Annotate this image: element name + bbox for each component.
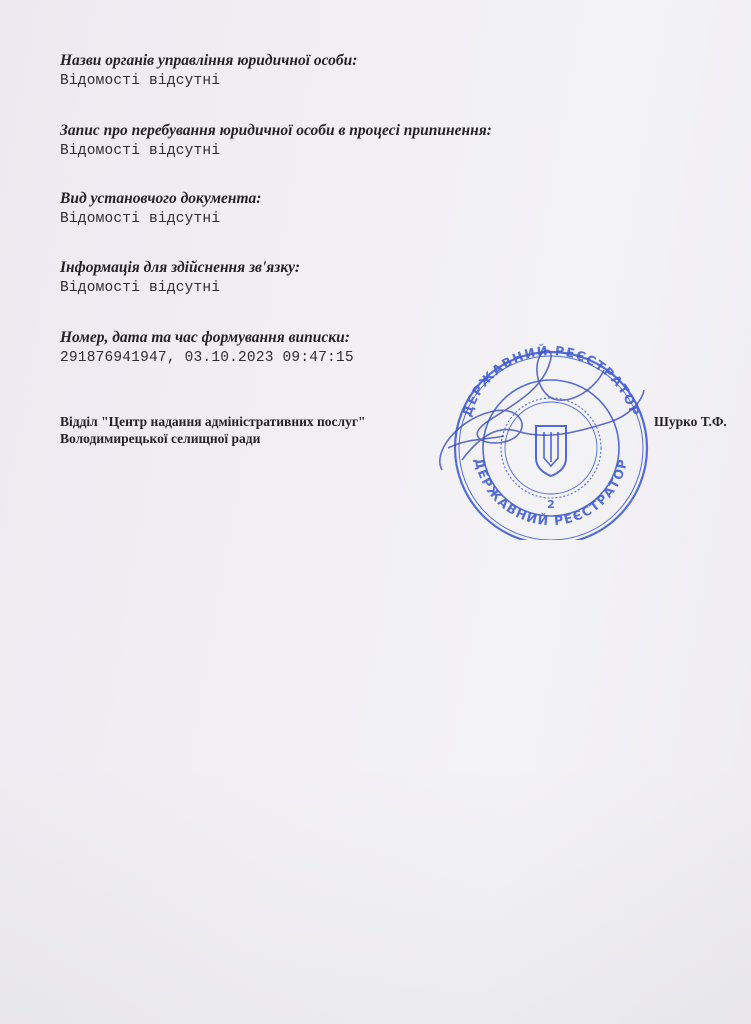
field-value: 291876941947, 03.10.2023 09:47:15 [60,350,354,366]
field-value: Відомості відсутні [60,73,221,89]
field-value: Відомості відсутні [60,211,221,227]
field-label: Вид установчого документа: [60,190,262,207]
official-stamp [428,340,658,540]
issuer-block [60,413,366,447]
issuer-line: Відділ "Центр надання адміністративних послуг" [60,414,366,429]
field-termination-record [60,122,580,160]
field-value: Відомості відсутні [60,143,221,159]
stamp-text-bottom: ДЕРЖАВНИЙ РЕЄСТРАТОР [471,456,631,529]
field-label: Назви органів управління юридичної особи: [60,52,358,69]
issuer-line: Володимирецької селищної ради [60,431,261,446]
stamp-text-top: ДЕРЖАВНИЙ РЕЄСТРАТОР [458,342,644,419]
field-founding-document [60,190,580,228]
field-label: Номер, дата та час формування виписки: [60,329,350,346]
field-value: Відомості відсутні [60,280,221,296]
field-contact-info [60,259,580,297]
field-label: Запис про перебування юридичної особи в процесі припинення: [60,122,492,139]
paper-shadow [0,764,751,1024]
field-management-bodies [60,52,580,90]
field-label: Інформація для здійснення зв'язку: [60,259,301,276]
stamp-number: 2 [547,498,555,511]
registrar-name: Шурко Т.Ф. [654,414,727,429]
